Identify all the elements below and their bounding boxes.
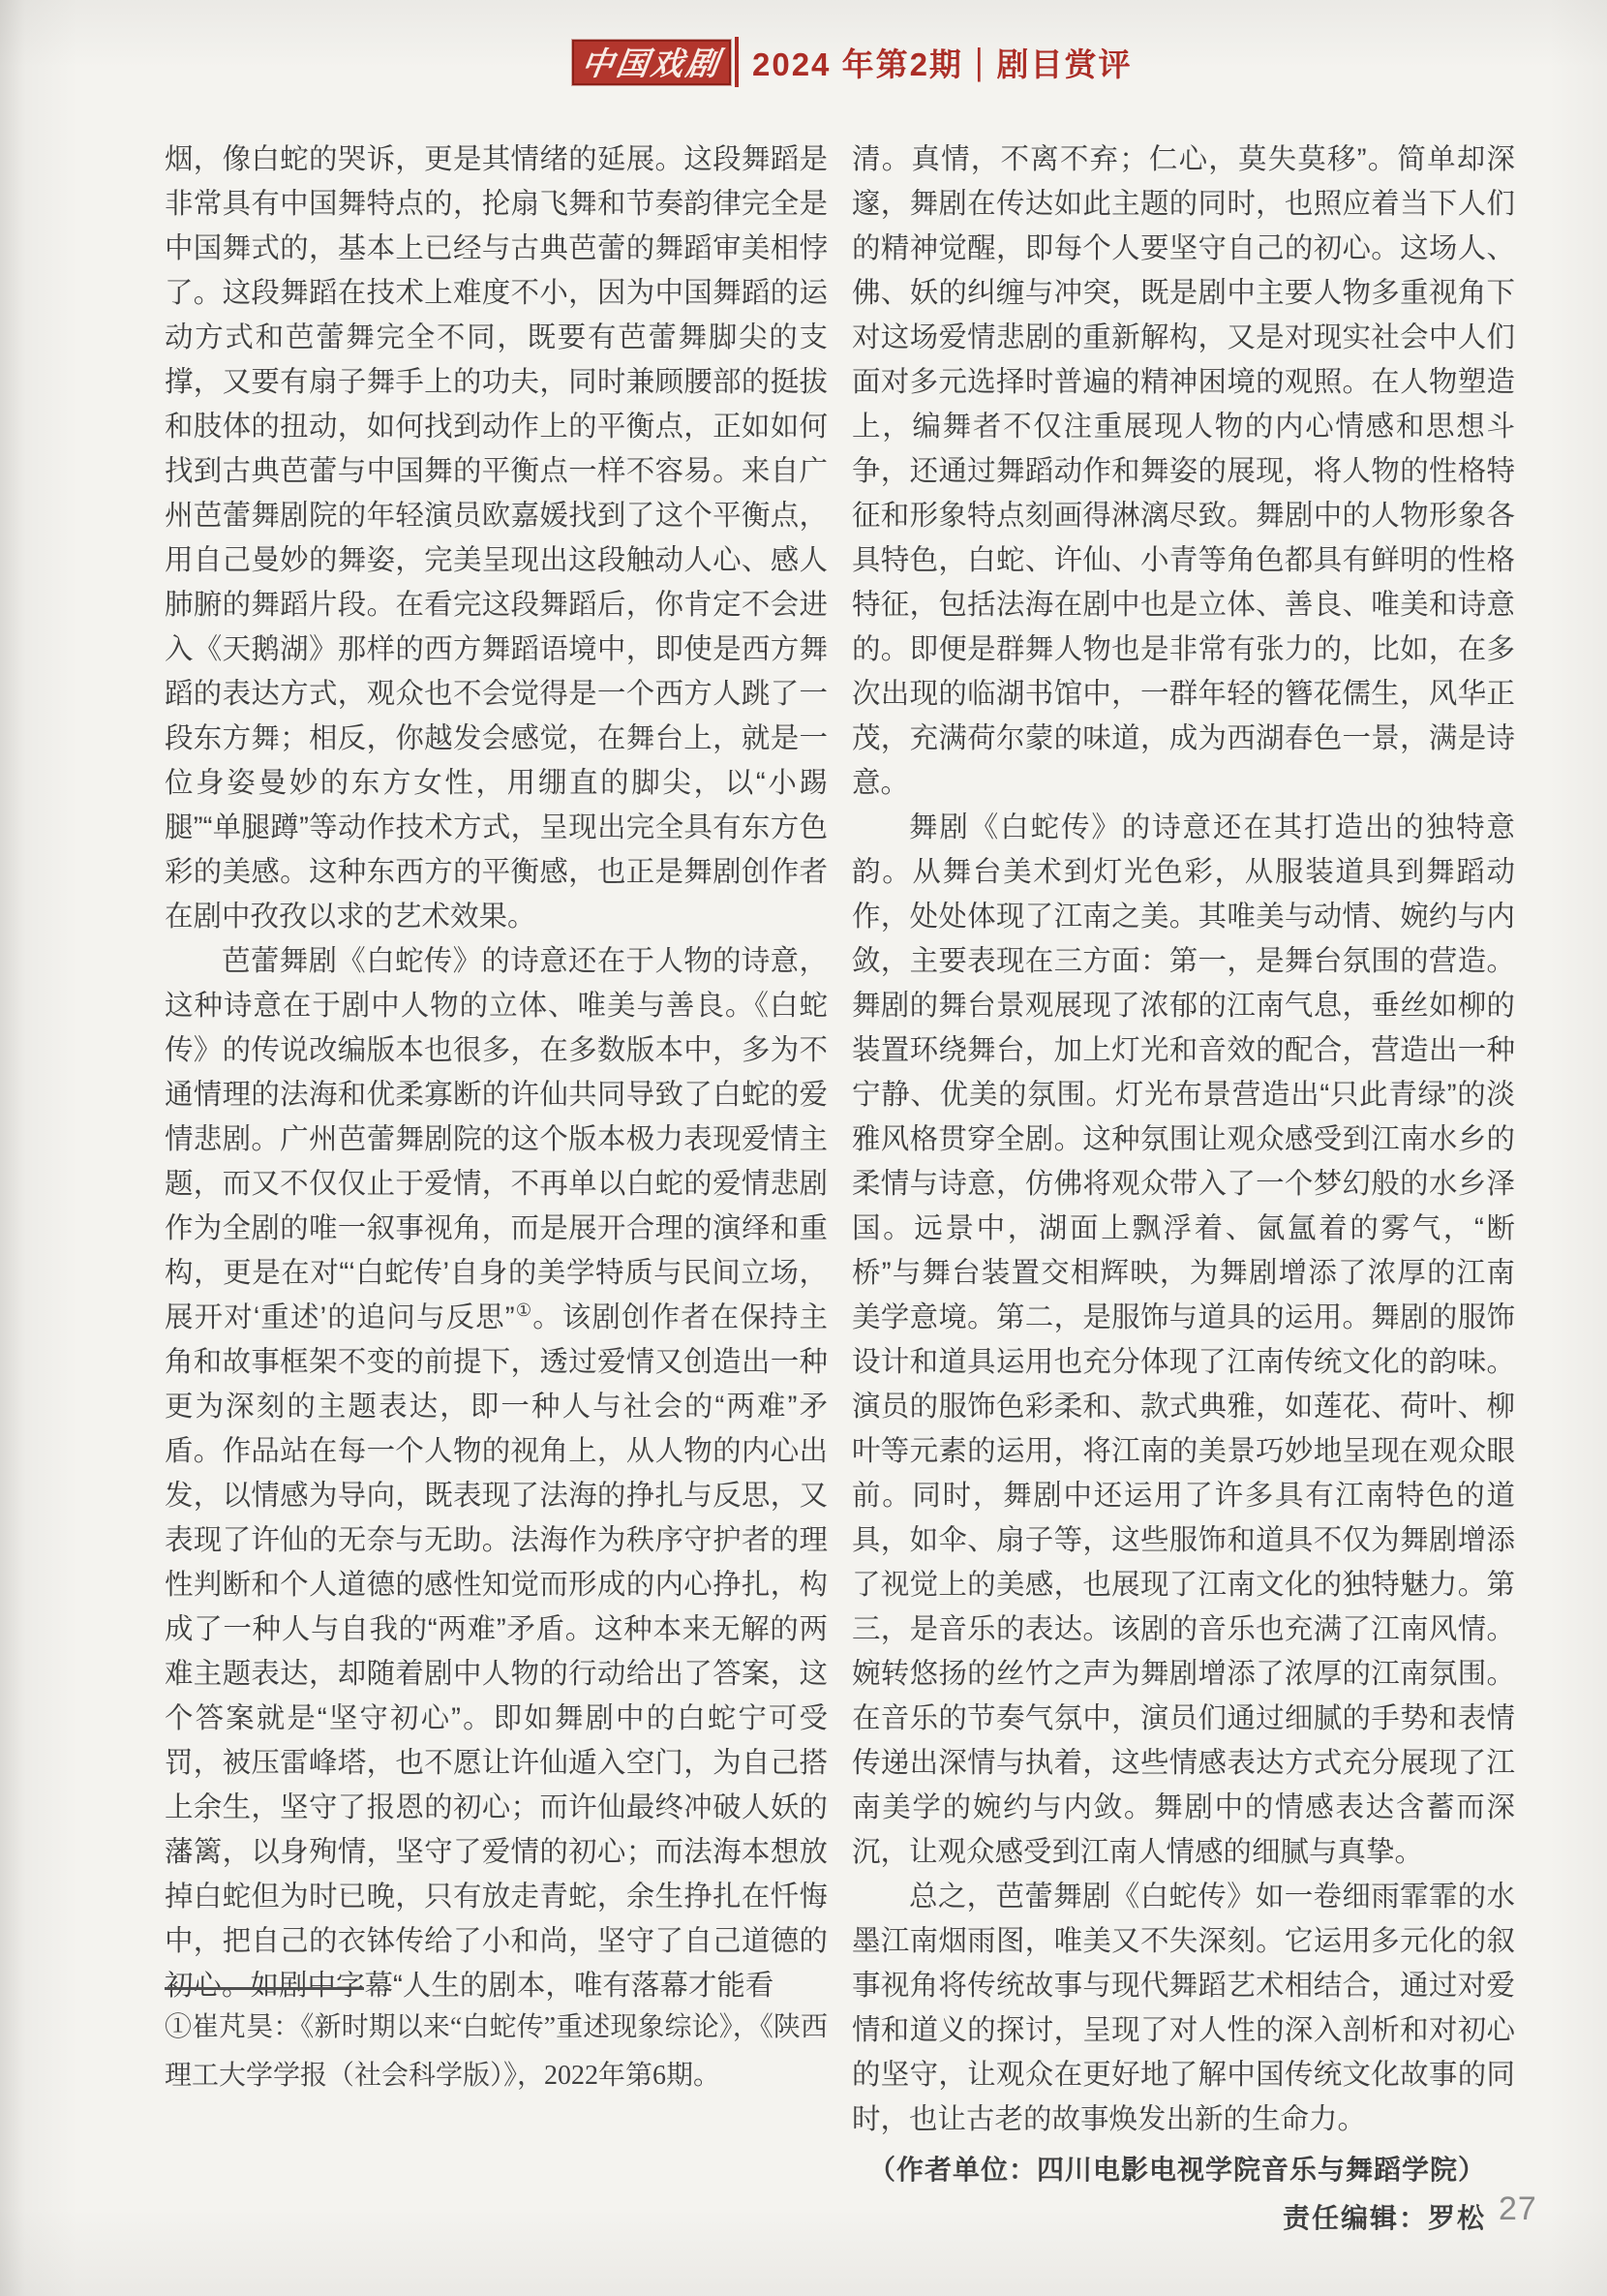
journal-header xyxy=(572,37,1133,87)
paragraph: 总之，芭蕾舞剧《白蛇传》如一卷细雨霏霏的水墨江南烟雨图，唯美又不失深刻。它运用多元化的叙事视角将传统故事与现代舞蹈艺术相结合，通过对爱情和道义的探讨，呈现了对人性的深入剖析和对初心的坚守，让观众在更好地了解中国传统文化故事的同时，也让古老的故事焕发出新的生命力。 xyxy=(852,1881,1515,2135)
paragraph: 清。真情，不离不弃；仁心，莫失莫移”。简单却深邃，舞剧在传达如此主题的同时，也照应着当下人们的精神觉醒，即每个人要坚守自己的初心。这场人、佛、妖的纠缠与冲突，既是剧中主要人物多重视角下对这场爱情悲剧的重新解构，又是对现实社会中人们面对多元选择时普遍的精神困境的观照。在人物塑造上，编舞者不仅注重展现人物的内心情感和思想斗争，还通过舞蹈动作和舞姿的展现，将人物的性格特征和形象特点刻画得淋漓尽致。舞剧中的人物形象各具特色，白蛇、许仙、小青等角色都具有鲜明的性格特征，包括法海在剧中也是立体、善良、唯美和诗意的。即便是群舞人物也是非常有张力的，比如，在多次出现的临湖书馆中，一群年轻的簪花儒生，风华正茂，充满荷尔蒙的味道，成为西湖春色一景，满是诗意。 xyxy=(852,143,1515,799)
divider-icon: | xyxy=(974,41,985,82)
editor-credit: 责任编辑：罗松 xyxy=(1282,2203,1486,2233)
footnote-rule xyxy=(165,1987,364,1990)
article-column-right xyxy=(852,138,1515,2243)
page-number: 27 xyxy=(1499,2190,1537,2227)
footnote-text: ①崔芃昊：《新时期以来“白蛇传”重述现象综论》，《陕西理工大学学报（社会科学版）》，2022年第6期。 xyxy=(165,2012,828,2091)
journal-logo xyxy=(572,40,731,85)
paragraph: 舞剧《白蛇传》的诗意还在其打造出的独特意韵。从舞台美术到灯光色彩，从服装道具到舞蹈动作，处处体现了江南之美。其唯美与动情、婉约与内敛，主要表现在三方面：第一，是舞台氛围的营造。舞剧的舞台景观展现了浓郁的江南气息，垂丝如柳的装置环绕舞台，加上灯光和音效的配合，营造出一种宁静、优美的氛围。灯光布景营造出“只此青绿”的淡雅风格贯穿全剧。这种氛围让观众感受到江南水乡的柔情与诗意，仿佛将观众带入了一个梦幻般的水乡泽国。远景中，湖面上飘浮着、氤氲着的雾气，“断桥”与舞台装置交相辉映，为舞剧增添了浓厚的江南美学意境。第二，是服饰与道具的运用。舞剧的服饰设计和道具运用也充分体现了江南传统文化的韵味。演员的服饰色彩柔和、款式典雅，如莲花、荷叶、柳叶等元素的运用，将江南的美景巧妙地呈现在观众眼前。同时，舞剧中还运用了许多具有江南特色的道具，如伞、扇子等，这些服饰和道具不仅为舞剧增添了视觉上的美感，也展现了江南文化的独特魅力。第三，是音乐的表达。该剧的音乐也充满了江南风情。婉转悠扬的丝竹之声为舞剧增添了浓厚的江南氛围。在音乐的节奏气氛中，演员们通过细腻的手势和表情传递出深情与执着，这些情感表达方式充分展现了江南美学的婉约与内敛。舞剧中的情感表达含蓄而深沉，让观众感受到江南人情感的细腻与真挚。 xyxy=(852,811,1515,1868)
paragraph: 烟，像白蛇的哭诉，更是其情绪的延展。这段舞蹈是非常具有中国舞特点的，抡扇飞舞和节奏韵律完全是中国舞式的，基本上已经与古典芭蕾的舞蹈审美相悖了。这段舞蹈在技术上难度不小，因为中国舞蹈的运动方式和芭蕾舞完全不同，既要有芭蕾舞脚尖的支撑，又要有扇子舞手上的功夫，同时兼顾腰部的挺拔和肢体的扭动，如何找到动作上的平衡点，正如如何找到古典芭蕾与中国舞的平衡点一样不容易。来自广州芭蕾舞剧院的年轻演员欧嘉媛找到了这个平衡点，用自己曼妙的舞姿，完美呈现出这段触动人心、感人肺腑的舞蹈片段。在看完这段舞蹈后，你肯定不会进入《天鹅湖》那样的西方舞蹈语境中，即使是西方舞蹈的表达方式，观众也不会觉得是一个西方人跳了一段东方舞；相反，你越发会感觉，在舞台上，就是一位身姿曼妙的东方女性，用绷直的脚尖，以“小踢腿”“单腿蹲”等动作技术方式，呈现出完全具有东方色彩的美感。这种东西方的平衡感，也正是舞剧创作者在剧中孜孜以求的艺术效果。 xyxy=(165,143,828,933)
paragraph: 芭蕾舞剧《白蛇传》的诗意还在于人物的诗意，这种诗意在于剧中人物的立体、唯美与善良。《白蛇传》的传说改编版本也很多，在多数版本中，多为不通情理的法海和优柔寡断的许仙共同导致了白蛇的爱情悲剧。广州芭蕾舞剧院的这个版本极力表现爱情主题，而又不仅仅止于爱情，不再单以白蛇的爱情悲剧作为全剧的唯一叙事视角，而是展开合理的演绎和重构，更是在对“‘白蛇传’自身的美学特质与民间立场，展开对‘重述’的追问与反思”①。该剧创作者在保持主角和故事框架不变的前提下，透过爱情又创造出一种更为深刻的主题表达，即一种人与社会的“两难”矛盾。作品站在每一个人物的视角上，从人物的内心出发，以情感为导向，既表现了法海的挣扎与反思，又表现了许仙的无奈与无助。法海作为秩序守护者的理性判断和个人道德的感性知觉而形成的内心挣扎，构成了一种人与自我的“两难”矛盾。这种本来无解的两难主题表达，却随着剧中人物的行动给出了答案，这个答案就是“坚守初心”。即如舞剧中的白蛇宁可受罚，被压雷峰塔，也不愿让许仙遁入空门，为自己搭上余生，坚守了报恩的初心；而许仙最终冲破人妖的藩篱，以身殉情，坚守了爱情的初心；而法海本想放掉白蛇但为时已晚，只有放走青蛇，余生挣扎在忏悔中，把自己的衣钵传给了小和尚，坚守了自己道德的初心。如剧中字幕“人生的剧本，唯有落幕才能看 xyxy=(165,945,828,2002)
issue-info xyxy=(752,40,1133,85)
header-divider xyxy=(735,37,739,87)
section-text: 剧目赏评 xyxy=(996,46,1133,82)
journal-logo-text: 中国戏剧 xyxy=(579,44,724,82)
footnote xyxy=(165,1987,828,2100)
issue-text: 2024 年第2期 xyxy=(752,46,963,82)
author-affiliation: （作者单位：四川电影电视学院音乐与舞蹈学院） xyxy=(867,2155,1486,2185)
article-column-left xyxy=(165,138,828,2008)
